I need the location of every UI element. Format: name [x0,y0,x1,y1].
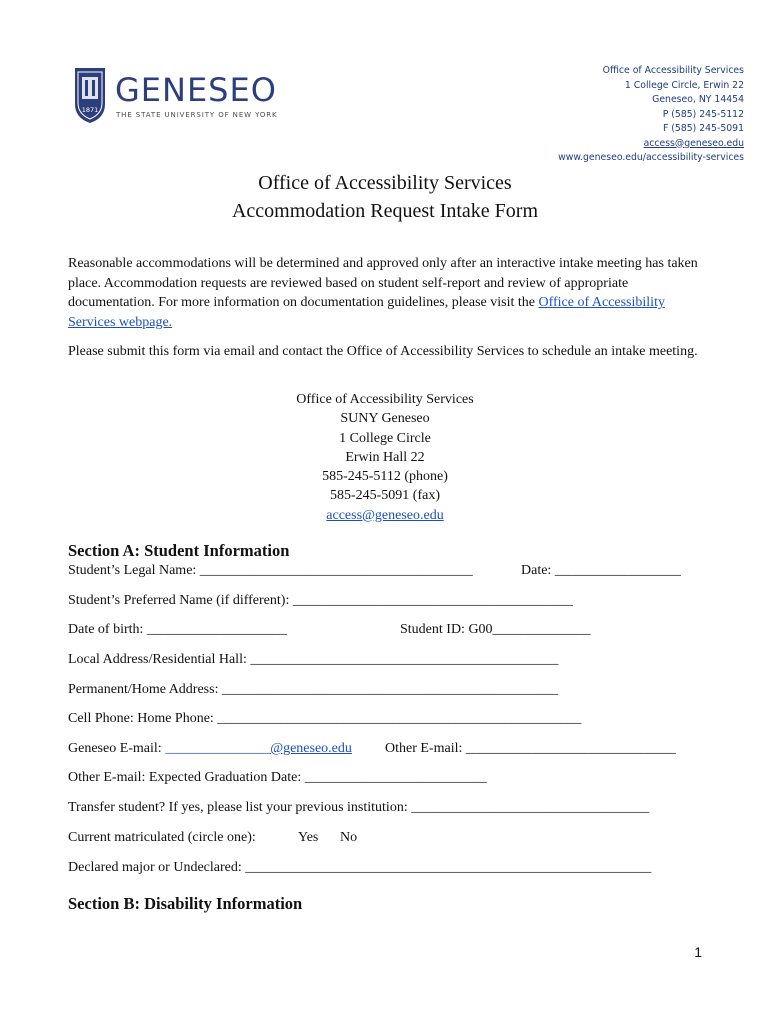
matriculated-no-option[interactable]: No [340,830,358,845]
address-line: 1 College Circle [339,430,431,446]
declared-major-field[interactable]: Declared major or Undeclared: __________________________________________________________ [68,860,652,875]
preferred-name-field[interactable]: Student’s Preferred Name (if different): ________________________________________ [68,593,573,608]
geneseo-logo [72,64,292,126]
date-field[interactable]: Date: __________________ [521,563,681,578]
submit-instructions: Please submit this form via email and contact the Office of Accessibility Services to schedule an intake meeting. [68,344,698,359]
contact-fax: F (585) 245-5091 [662,123,744,134]
other-email-field[interactable]: Other E-mail: ______________________________ [385,741,676,756]
address-phone: 585-245-5112 (phone) [322,469,448,485]
contact-street: 1 College Circle, Erwin 22 [624,79,744,91]
contact-info [484,64,744,166]
page-title-line2: Accommodation Request Intake Form [231,200,539,222]
logo-wordmark: GENESEO [115,71,277,109]
page-number: 1 [694,944,702,960]
geneseo-email-field[interactable]: _______________ [165,741,271,756]
contact-office: Office of Accessibility Services [602,65,744,76]
section-a-heading: Section A: Student Information [68,541,290,560]
logo-tagline: THE STATE UNIVERSITY OF NEW YORK [116,111,278,119]
intro-text: Reasonable accommodations will be determined and approved only after an interactive intake meeting has taken place. Accommodation requests are reviewed based on student self-report and review of appropriate documentation. For more information on documentation guidelines, please visit the [68,256,698,310]
contact-city: Geneseo, NY 14454 [652,94,744,105]
transfer-institution-field[interactable]: Transfer student? If yes, please list your previous institution: __________________________________ [68,800,650,815]
accessibility-webpage-link[interactable]: Office of Accessibility Services webpage. [68,295,665,330]
shield-seal-icon [72,64,108,124]
geneseo-email-row [68,741,352,757]
address-fax: 585-245-5091 (fax) [329,488,441,504]
section-b-heading: Section B: Disability Information [68,894,303,913]
office-address-block [0,390,770,525]
local-address-field[interactable]: Local Address/Residential Hall: ____________________________________________ [68,652,559,667]
page-title-line1: Office of Accessibility Services [258,172,512,194]
geneseo-email-label: Geneseo E-mail: [68,741,166,756]
permanent-address-field[interactable]: Permanent/Home Address: ________________________________________________ [68,682,558,697]
contact-email-link[interactable]: access@geneseo.edu [643,137,744,149]
phone-field[interactable]: Cell Phone: Home Phone: ____________________________________________________ [68,711,582,726]
address-line: Erwin Hall 22 [345,449,425,465]
svg-text:1871: 1871 [81,106,99,114]
date-of-birth-field[interactable]: Date of birth: ____________________ [68,622,287,637]
legal-name-field[interactable]: Student’s Legal Name: _______________________________________ [68,563,473,578]
matriculated-label: Current matriculated (circle one): [68,830,256,845]
contact-phone: P (585) 245-5112 [662,108,744,120]
intro-paragraph [68,254,698,332]
contact-website-link[interactable]: www.geneseo.edu/accessibility-services [558,152,744,163]
geneseo-email-domain: @geneseo.edu [270,741,352,756]
address-email-link[interactable]: access@geneseo.edu [326,507,444,523]
student-id-field[interactable]: Student ID: G00______________ [400,622,591,637]
address-line: SUNY Geneseo [340,411,430,427]
address-line: Office of Accessibility Services [296,392,474,407]
graduation-date-field[interactable]: Other E-mail: Expected Graduation Date: __________________________ [68,770,487,785]
matriculated-yes-option[interactable]: Yes [298,830,319,845]
